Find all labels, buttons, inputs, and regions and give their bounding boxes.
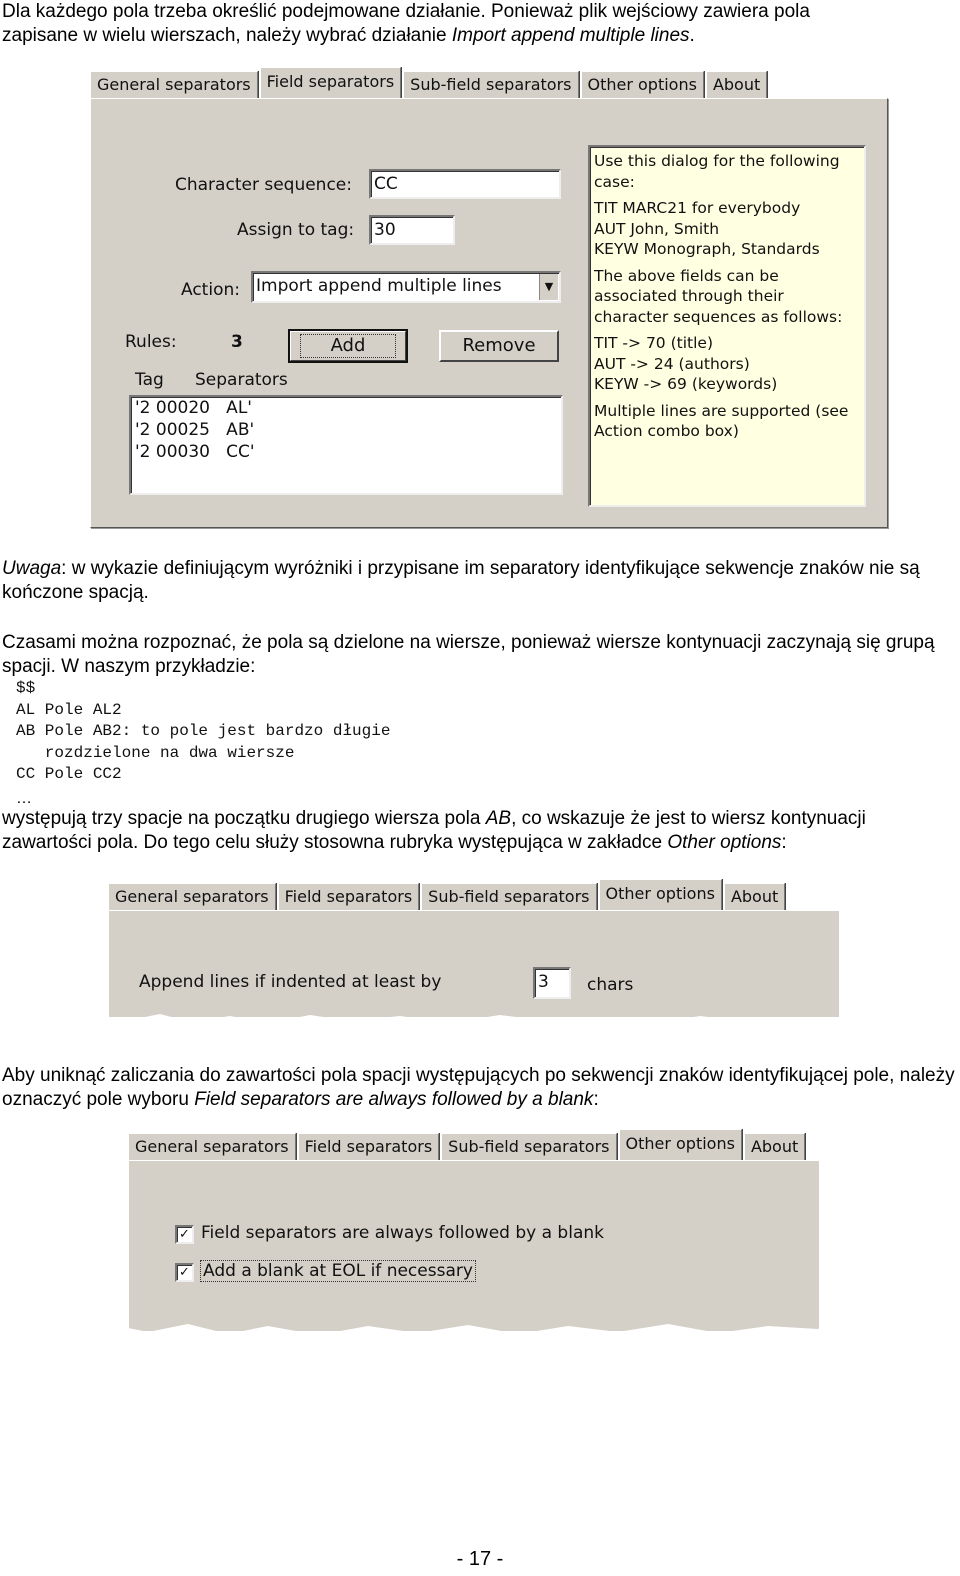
chars-label: chars [587,975,634,995]
continuation-paragraph: Czasami można rozpoznać, że pola są dzielone na wiersze, ponieważ wiersze kontynuacji zaczynają się grupą spacji. W naszym przykładzie: [2,632,935,677]
tab-general-separators[interactable]: General separators [108,883,276,910]
action-select-value: Import append multiple lines [256,276,502,296]
help-text: TIT MARC21 for everybody AUT John, Smith KEYW Monograph, Standards [594,199,820,258]
rules-count: 3 [231,332,243,352]
tab-strip-3 [128,1130,807,1160]
checkbox-field-separators-blank[interactable]: ✓ [175,1225,194,1244]
help-text: Use this dialog for the following case: [594,152,840,191]
intro-action-name: Import append multiple lines [451,25,690,46]
para3-tab-name: Other options [667,832,782,853]
tab-strip-1 [90,68,769,98]
tab-sub-field-separators[interactable]: Sub-field separators [421,883,596,910]
page-number: - 17 - [456,1548,504,1570]
action-select[interactable] [251,271,561,303]
tab-field-separators[interactable]: Field separators [260,67,402,98]
tab-field-separators[interactable]: Field separators [278,883,420,910]
help-box [588,145,866,507]
tab-other-options[interactable]: Other options [581,71,704,98]
help-text: Multiple lines are supported (see Action combo box) [594,401,849,440]
para3-field-ab: AB [485,808,512,829]
column-header-separators: Separators [195,370,288,390]
tab-about[interactable]: About [744,1133,805,1160]
para4-option-name: Field separators are always followed by a blank [194,1089,594,1110]
blank-paragraph [2,1064,958,1112]
note-label: Uwaga [2,558,62,579]
torn-edge [118,1296,838,1346]
torn-edge [100,990,860,1030]
rules-listbox[interactable] [129,395,563,495]
tab-general-separators[interactable]: General separators [128,1133,296,1160]
note-text: : w wykazie definiującym wyróżniki i przypisane im separatory identyfikujące sekwencje znaków nie są kończone spacją. [2,558,920,603]
help-text: The above fields can be associated through their character sequences as follows: [594,266,843,326]
remove-button[interactable]: Remove [439,330,559,362]
tab-general-separators[interactable]: General separators [90,71,258,98]
para4-colon: : [593,1089,599,1110]
rules-label: Rules: [125,332,177,352]
intro-line2: zapisane w wielu wierszach, należy wybrać działanie [2,25,452,46]
list-item[interactable]: '2 00030 CC' [135,442,255,462]
help-text: TIT -> 70 (title) AUT -> 24 (authors) KEYW -> 69 (keywords) [594,334,778,393]
tab-about[interactable]: About [706,71,767,98]
add-button[interactable] [289,330,407,362]
add-button-label: Add [300,334,397,358]
assign-tag-label: Assign to tag: [237,220,355,240]
para3-text: , co wskazuje że jest to wiersz kontynuacji zawartości pola. Do tego celu służy stosowna rubryka występująca w zakładce [2,808,866,853]
tab-other-options[interactable]: Other options [599,879,722,910]
tab-sub-field-separators[interactable]: Sub-field separators [403,71,578,98]
tab-strip-2 [108,880,787,910]
note-paragraph [2,557,958,605]
ellipsis: … [16,790,32,807]
char-seq-input[interactable]: CC [369,169,561,199]
para3-text: występują trzy spacje na początku drugiego wiersza pola [2,808,486,829]
action-label: Action: [181,280,240,300]
chevron-down-icon[interactable]: ▼ [539,274,558,300]
checkbox-label-field-separators-blank[interactable]: Field separators are always followed by a blank [201,1223,604,1243]
column-header-tag: Tag [135,370,164,390]
checkbox-label-add-blank-eol[interactable]: Add a blank at EOL if necessary [203,1261,473,1281]
code-example: $$ AL Pole AL2 AB Pole AB2: to pole jest bardzo długie rozdzielone na dwa wiersze CC Pole CC2 [16,679,391,783]
checkbox-add-blank-eol[interactable]: ✓ [175,1263,194,1282]
intro-paragraph: Dla każdego pola trzeba określić podejmowane działanie. Ponieważ plik wejściowy zawiera pola zapisane w wielu wierszach, należy wybrać działanie Import append multiple lines. [2,1,810,46]
tab-other-options[interactable]: Other options [619,1129,742,1160]
list-item[interactable]: '2 00025 AB' [135,420,255,440]
char-seq-label: Character sequence: [175,175,352,195]
list-item[interactable]: '2 00020 AL' [135,398,252,418]
intro-line1: Dla każdego pola trzeba określić podejmowane działanie. Ponieważ plik wejściowy zawiera pola [2,1,810,22]
other-options-paragraph [2,807,958,855]
assign-tag-input[interactable]: 30 [369,215,455,245]
para4-text: Aby uniknąć zaliczania do zawartości pola spacji występujących po sekwencji znaków identyfikującej pole, należy oznaczyć pole wyboru [2,1065,955,1110]
tab-sub-field-separators[interactable]: Sub-field separators [441,1133,616,1160]
tab-about[interactable]: About [724,883,785,910]
field-separators-panel [90,98,888,528]
indent-chars-input[interactable]: 3 [533,967,571,999]
append-lines-label: Append lines if indented at least by [139,972,442,992]
para3-colon: : [781,832,787,853]
tab-field-separators[interactable]: Field separators [298,1133,440,1160]
